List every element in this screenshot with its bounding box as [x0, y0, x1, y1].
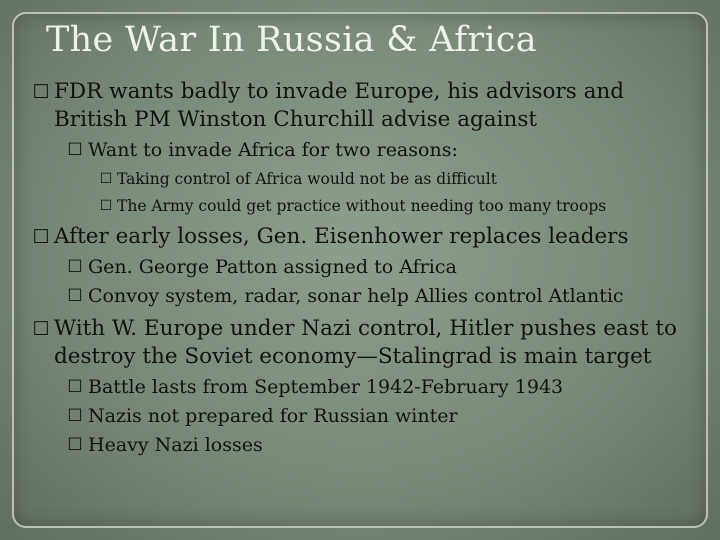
- bullet-box-icon: ☐: [67, 406, 83, 426]
- bullet-box-icon: ☐: [99, 171, 113, 187]
- bullet-box-icon: ☐: [67, 140, 83, 160]
- bullet-box-icon: ☐: [32, 81, 50, 103]
- sub-bullet-text: Battle lasts from September 1942-February 1943: [88, 376, 564, 398]
- sub-bullet-item: [30, 255, 702, 280]
- bullet-text: After early losses, Gen. Eisenhower replaces leaders: [54, 224, 629, 249]
- sub-bullet-text: Nazis not prepared for Russian winter: [88, 405, 458, 427]
- bullet-item-eisenhower: [30, 223, 702, 251]
- sub-bullet-item: [30, 375, 702, 400]
- bullet-text: FDR wants badly to invade Europe, his advisors and British PM Winston Churchill advise against: [54, 79, 625, 132]
- bullet-box-icon: ☐: [67, 435, 83, 455]
- sub-sub-bullet-item: [30, 196, 702, 217]
- bullet-box-icon: ☐: [67, 377, 83, 397]
- sub-bullet-item: [30, 138, 702, 163]
- sub-bullet-item: [30, 284, 702, 309]
- sub-sub-bullet-text: Taking control of Africa would not be as difficult: [117, 170, 497, 188]
- sub-bullet-text: Convoy system, radar, sonar help Allies control Atlantic: [88, 285, 624, 307]
- sub-bullet-text: Want to invade Africa for two reasons:: [88, 139, 458, 161]
- bullet-list: [30, 78, 702, 458]
- sub-bullet-text: Gen. George Patton assigned to Africa: [88, 256, 457, 278]
- bullet-box-icon: ☐: [67, 257, 83, 277]
- bullet-text: With W. Europe under Nazi control, Hitler pushes east to destroy the Soviet economy—Stalingrad is main target: [54, 316, 677, 369]
- bullet-item-hitler: [30, 315, 702, 371]
- sub-bullet-item: [30, 433, 702, 458]
- bullet-box-icon: ☐: [32, 318, 50, 340]
- sub-sub-bullet-text: The Army could get practice without needing too many troops: [117, 197, 607, 215]
- bullet-box-icon: ☐: [99, 198, 113, 214]
- sub-bullet-text: Heavy Nazi losses: [88, 434, 263, 456]
- bullet-box-icon: ☐: [32, 226, 50, 248]
- bullet-box-icon: ☐: [67, 286, 83, 306]
- sub-sub-bullet-item: [30, 169, 702, 190]
- sub-bullet-item: [30, 404, 702, 429]
- slide-title: The War In Russia & Africa: [46, 20, 537, 60]
- bullet-item-fdr: [30, 78, 702, 134]
